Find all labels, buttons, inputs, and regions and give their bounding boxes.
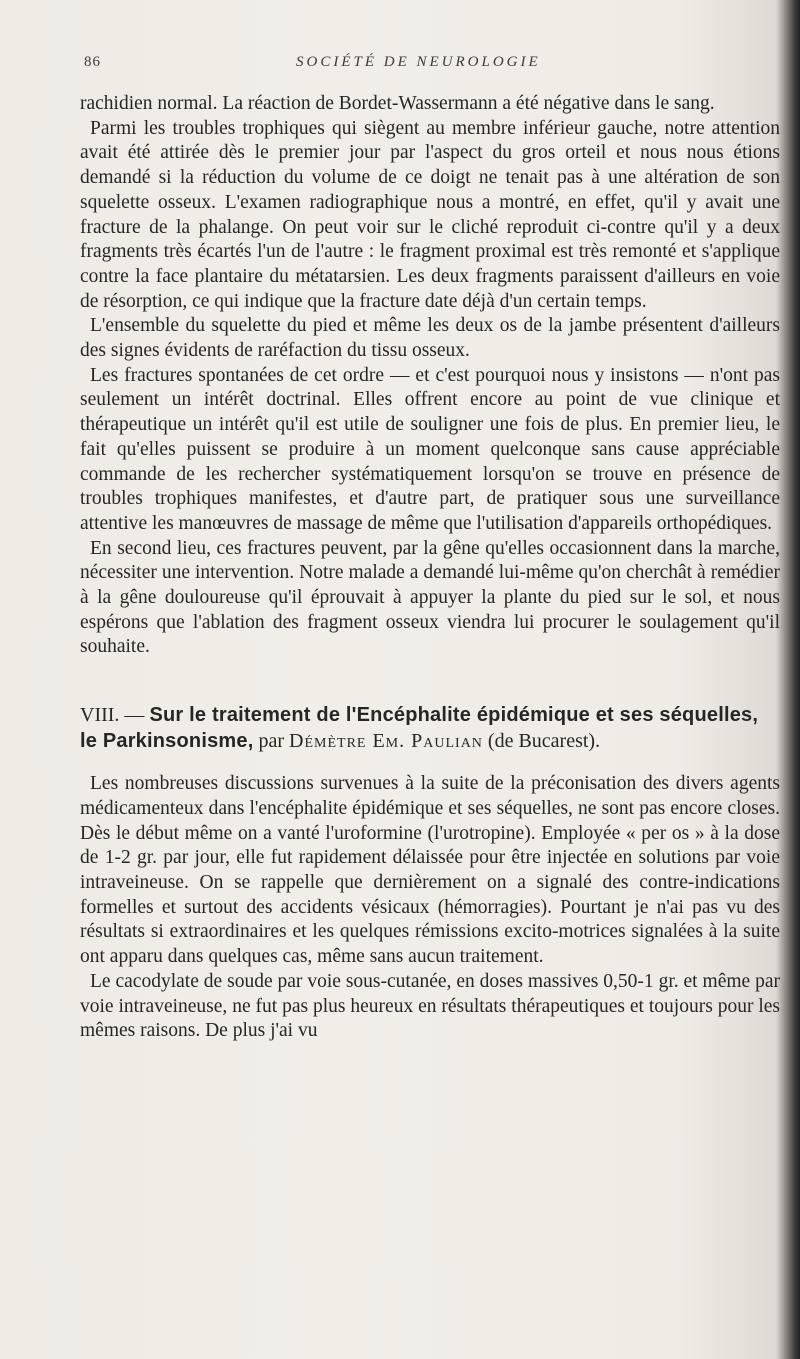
section-by: par [258, 730, 285, 753]
page-number: 86 [84, 54, 101, 70]
section-heading [80, 702, 780, 754]
section-number: VIII. — [80, 704, 145, 727]
paragraph: L'ensemble du squelette du pied et même les deux os de la jambe présentent d'ailleurs des signes évidents de raréfaction du tissu osseux. [80, 315, 780, 362]
paragraph: En second lieu, ces fractures peuvent, par la gêne qu'elles occasionnent dans la marche, nécessiter une intervention. Notre malade a demandé lui-même qu'on cherchât à remédier à la gêne douloureuse qu'il éprouvait à appuyer la plante du pied sur le sol, et nous espérons que l'ablation des fragment osseux viendra lui procurer le soulagement qu'il souhaite. [80, 537, 780, 658]
paragraph: rachidien normal. La réaction de Bordet-Wassermann a été négative dans le sang. [80, 93, 715, 114]
paragraph: Les nombreuses discussions survenues à la suite de la préconisation des divers agents médicamenteux dans l'encéphalite épidémique et ses séquelles, ne sont pas encore closes. Dès le début même on a vanté l'uroformine (l'urotropine). Employée « per os » à la dose de 1-2 gr. par jour, elle fut rapidement délaissée pour être injectée en solutions par voie intraveineuse. On se rappelle que dernièrement on a signalé des contre-indications formelles et surtout des accidents vésicaux (hémorragies). Pourtant je n'ai pas vu des résultats si extraordinaires et les quelques rémissions excito-motrices signalées à la suite ont apparu dans quelques cas, même sans aucun traitement. [80, 773, 780, 968]
paragraph: Le cacodylate de soude par voie sous-cutanée, en doses massives 0,50-1 gr. et même par voie intraveineuse, ne fut pas plus heureux en résultats thérapeutiques et toujours pour les mêmes raisons. De plus j'ai vu [80, 970, 780, 1042]
running-head: SOCIÉTÉ DE NEUROLOGIE [296, 54, 541, 70]
section-affiliation: (de Bucarest). [487, 730, 601, 753]
page-header [84, 54, 784, 80]
section-author: Démètre Em. Paulian [289, 730, 483, 753]
body-text [80, 92, 780, 1044]
paragraph: Les fractures spontanées de cet ordre — et c'est pourquoi nous y insistons — n'ont pas seulement un intérêt doctrinal. Elles offrent encore au point de vue clinique et thérapeutique un intérêt qu'il est utile de souligner une fois de plus. En premier lieu, le fait qu'elles puissent se produire à un moment quelconque sans cause appréciable commande de les rechercher systématiquement lorsqu'on se trouve en présence de troubles trophiques manifestes, et d'autre part, de pratiquer sous une surveillance attentive les manœuvres de massage de même que l'utilisation d'appareils orthopédiques. [80, 364, 780, 534]
section-heading-block [80, 702, 780, 754]
section-title: Sur le traitement de l'Encéphalite épidémique et ses séquelles, le Parkinsonisme, [80, 704, 759, 753]
paragraph: Parmi les troubles trophiques qui siègent au membre inférieur gauche, notre attention avait été attirée dès le premier jour par l'aspect du gros orteil et nous nous étions demandé si la réduction du volume de ce doigt ne tenait pas à une altération de son squelette osseux. L'examen radiographique nous a montré, en effet, qu'il y avait une fracture de la phalange. On peut voir sur le cliché reproduit ci-contre qu'il y a deux fragments très écartés l'un de l'autre : le fragment proximal est très remonté et s'applique contre la face plantaire du métatarsien. Les deux fragments paraissent d'ailleurs en voie de résorption, ce qui indique que la fracture date déjà d'un certain temps. [80, 117, 780, 312]
